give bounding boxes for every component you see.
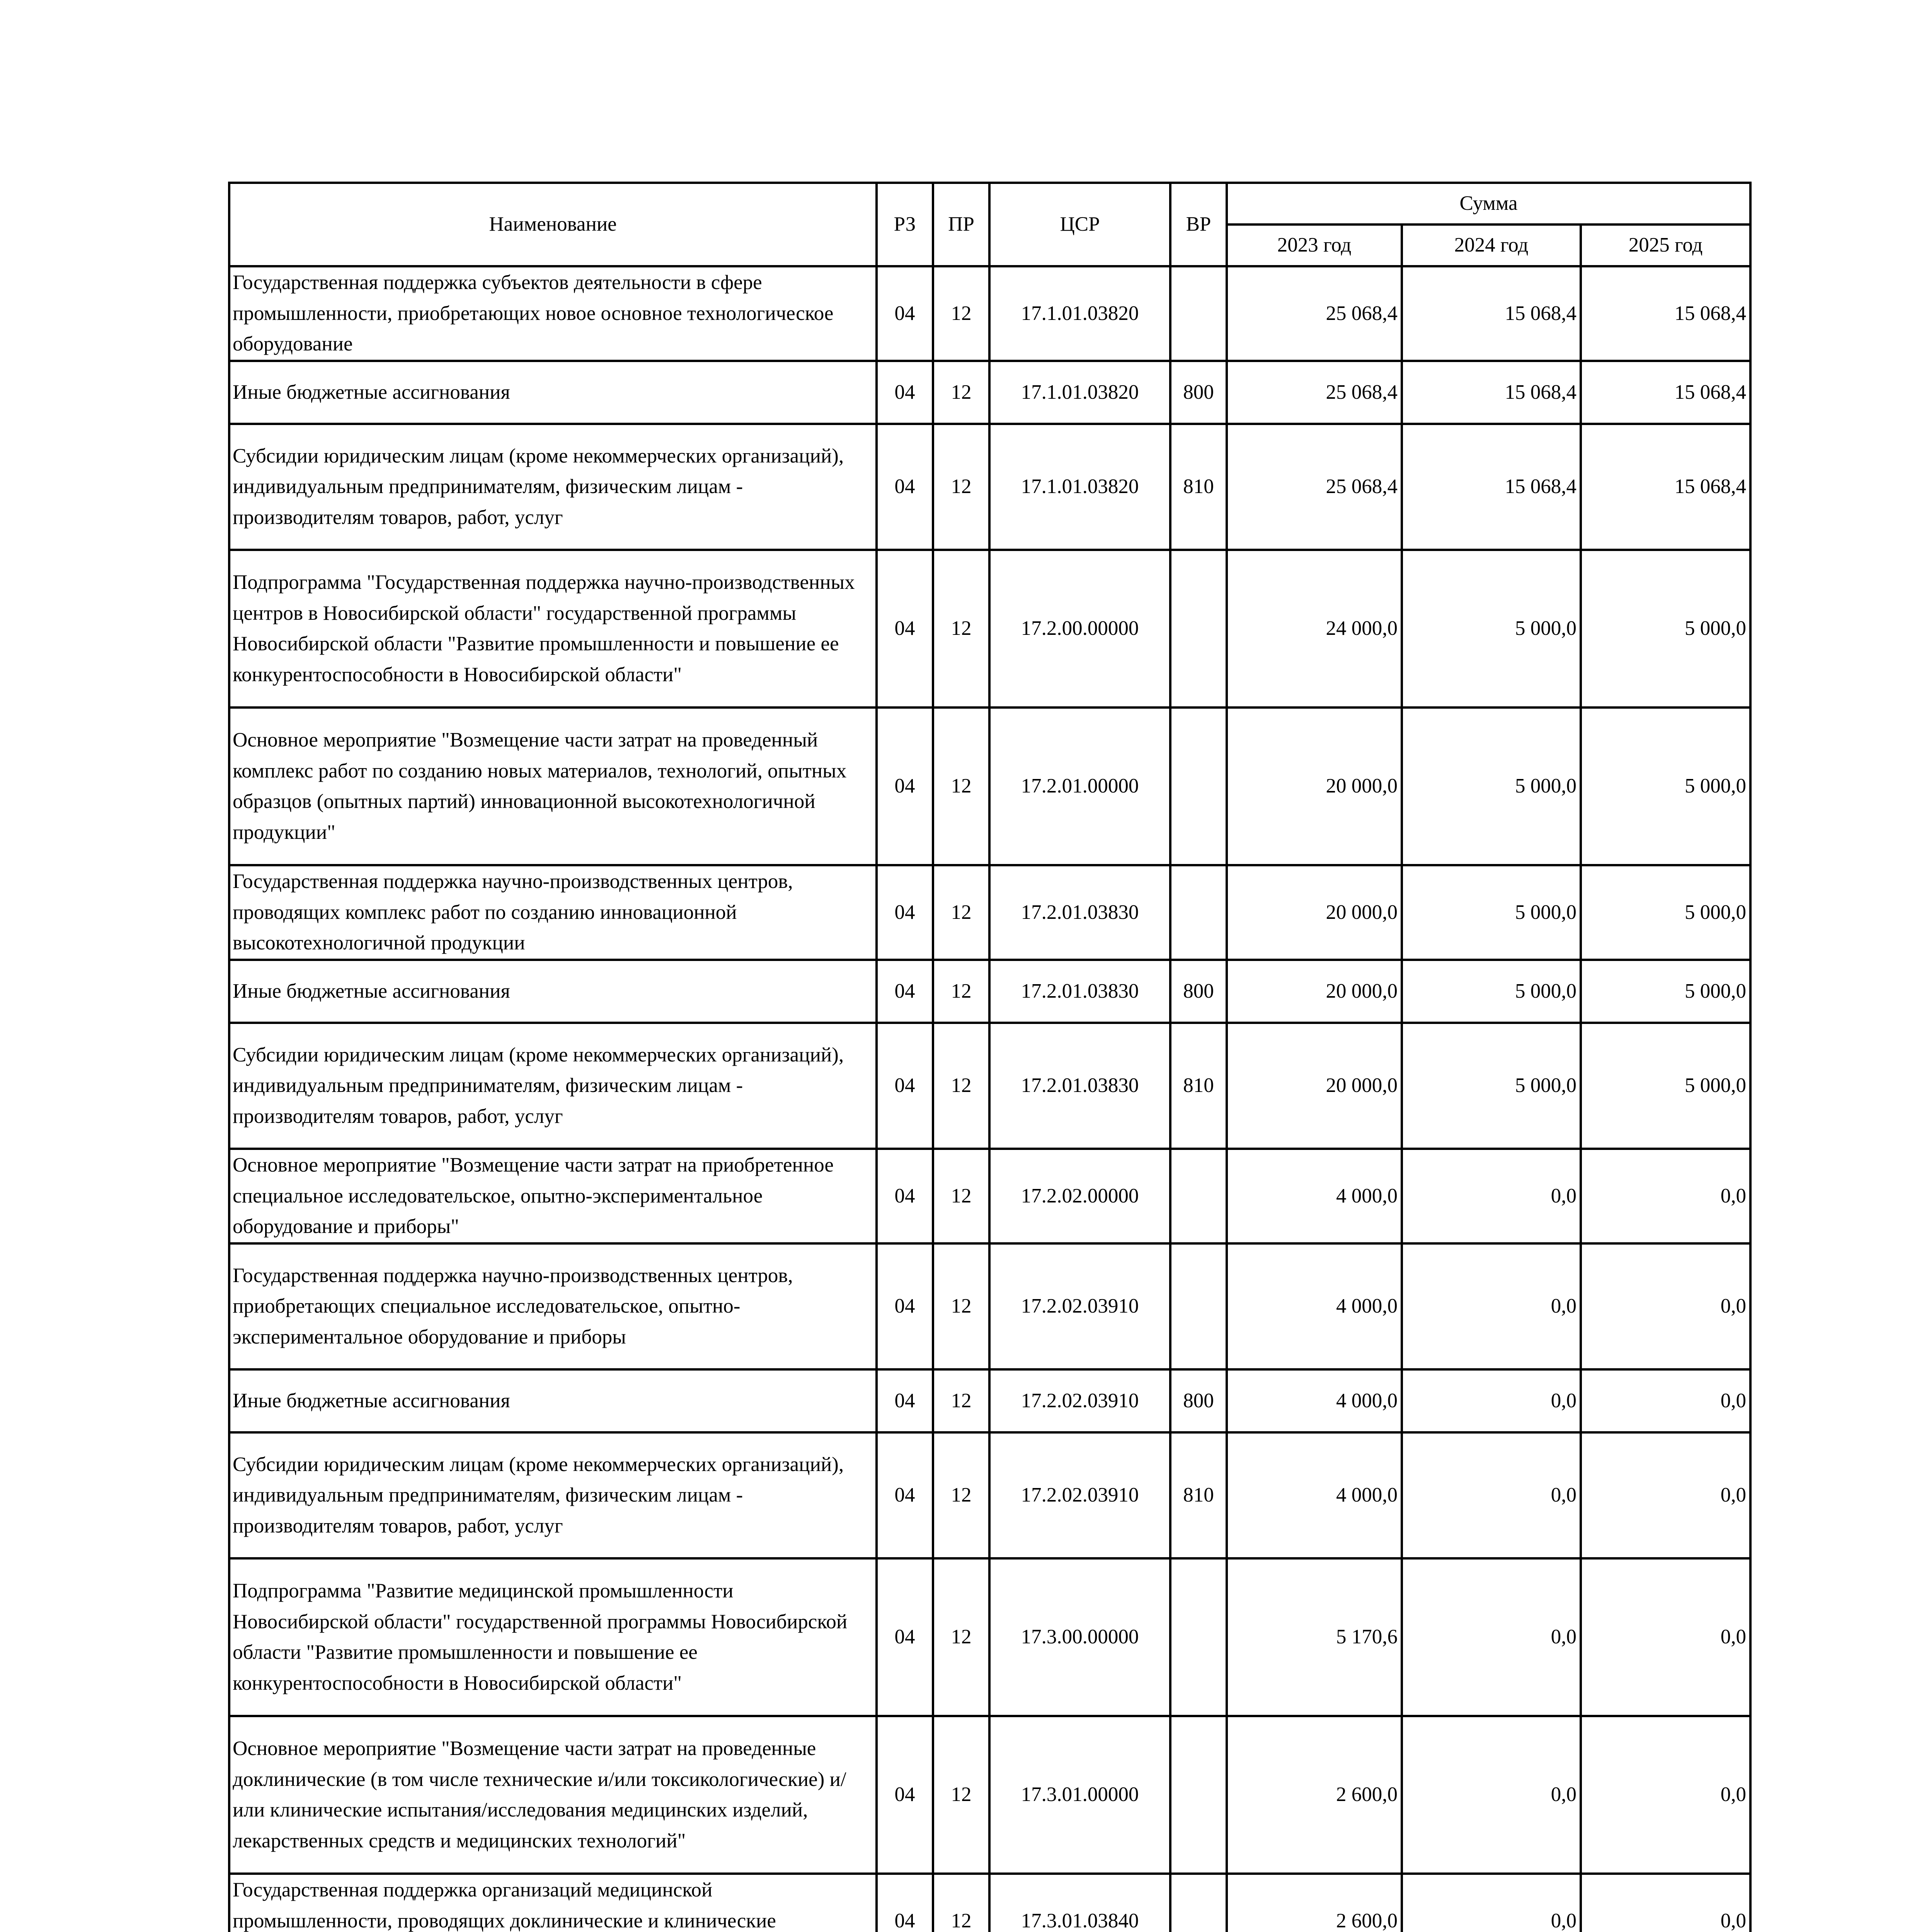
row-pr: 12 bbox=[933, 550, 989, 707]
header-year-2025: 2025 год bbox=[1581, 224, 1750, 266]
row-sum-2025: 5 000,0 bbox=[1581, 960, 1750, 1023]
row-rz: 04 bbox=[877, 424, 933, 550]
row-vr bbox=[1170, 1716, 1227, 1874]
row-sum-2025: 5 000,0 bbox=[1581, 1023, 1750, 1149]
row-pr: 12 bbox=[933, 1023, 989, 1149]
row-sum-2025: 15 068,4 bbox=[1581, 361, 1750, 424]
row-sum-2024: 5 000,0 bbox=[1402, 550, 1581, 707]
row-name: Иные бюджетные ассигнования bbox=[229, 1369, 877, 1432]
row-name: Основное мероприятие "Возмещение части затрат на проведенные доклинические (в том числе технические и/или токсикологические) и/или клинические испытания/исследования медицинских изделий, лекарственных средств и медицинских технологий" bbox=[229, 1716, 877, 1874]
header-year-2024: 2024 год bbox=[1402, 224, 1581, 266]
row-pr: 12 bbox=[933, 1432, 989, 1558]
row-vr bbox=[1170, 1874, 1227, 1932]
row-sum-2025: 15 068,4 bbox=[1581, 266, 1750, 361]
row-vr: 810 bbox=[1170, 1023, 1227, 1149]
row-csr: 17.3.00.00000 bbox=[989, 1558, 1170, 1716]
row-sum-2023: 2 600,0 bbox=[1227, 1716, 1402, 1874]
header-pr: ПР bbox=[933, 183, 989, 266]
header-sum: Сумма bbox=[1227, 183, 1750, 224]
row-name: Государственная поддержка субъектов деятельности в сфере промышленности, приобретающих новое основное технологическое оборудование bbox=[229, 266, 877, 361]
row-csr: 17.2.02.03910 bbox=[989, 1432, 1170, 1558]
row-csr: 17.2.02.00000 bbox=[989, 1149, 1170, 1243]
row-pr: 12 bbox=[933, 960, 989, 1023]
row-vr: 810 bbox=[1170, 424, 1227, 550]
row-rz: 04 bbox=[877, 266, 933, 361]
row-sum-2023: 20 000,0 bbox=[1227, 1023, 1402, 1149]
row-vr bbox=[1170, 1149, 1227, 1243]
row-sum-2025: 15 068,4 bbox=[1581, 424, 1750, 550]
row-csr: 17.1.01.03820 bbox=[989, 424, 1170, 550]
row-sum-2023: 4 000,0 bbox=[1227, 1432, 1402, 1558]
row-csr: 17.3.01.03840 bbox=[989, 1874, 1170, 1932]
row-name: Субсидии юридическим лицам (кроме некоммерческих организаций), индивидуальным предпринимателям, физическим лицам - производителям товаров, работ, услуг bbox=[229, 424, 877, 550]
header-vr: ВР bbox=[1170, 183, 1227, 266]
row-sum-2024: 0,0 bbox=[1402, 1149, 1581, 1243]
row-vr bbox=[1170, 1243, 1227, 1369]
table-row bbox=[229, 361, 1750, 424]
row-sum-2023: 25 068,4 bbox=[1227, 424, 1402, 550]
row-rz: 04 bbox=[877, 707, 933, 865]
row-pr: 12 bbox=[933, 1149, 989, 1243]
row-name: Государственная поддержка научно-производственных центров, проводящих комплекс работ по созданию инновационной высокотехнологичной продукции bbox=[229, 865, 877, 960]
row-name: Иные бюджетные ассигнования bbox=[229, 960, 877, 1023]
row-name: Подпрограмма "Развитие медицинской промышленности Новосибирской области" государственной программы Новосибирской области "Развитие промышленности и повышение ее конкурентоспособности в Новосибирской области" bbox=[229, 1558, 877, 1716]
row-sum-2024: 0,0 bbox=[1402, 1716, 1581, 1874]
table-body bbox=[229, 266, 1750, 1932]
row-vr bbox=[1170, 266, 1227, 361]
table-row bbox=[229, 1874, 1750, 1932]
table-row bbox=[229, 266, 1750, 361]
row-name: Государственная поддержка организаций медицинской промышленности, проводящих доклинические и клинические bbox=[229, 1874, 877, 1932]
row-sum-2023: 2 600,0 bbox=[1227, 1874, 1402, 1932]
row-rz: 04 bbox=[877, 865, 933, 960]
row-rz: 04 bbox=[877, 1432, 933, 1558]
budget-table bbox=[228, 182, 1752, 1932]
row-name: Основное мероприятие "Возмещение части затрат на приобретенное специальное исследовательское, опытно-экспериментальное оборудование и приборы" bbox=[229, 1149, 877, 1243]
table-row bbox=[229, 1716, 1750, 1874]
row-rz: 04 bbox=[877, 1023, 933, 1149]
row-sum-2023: 4 000,0 bbox=[1227, 1369, 1402, 1432]
row-sum-2025: 0,0 bbox=[1581, 1149, 1750, 1243]
row-pr: 12 bbox=[933, 1716, 989, 1874]
row-sum-2024: 0,0 bbox=[1402, 1369, 1581, 1432]
row-csr: 17.1.01.03820 bbox=[989, 361, 1170, 424]
row-sum-2024: 5 000,0 bbox=[1402, 865, 1581, 960]
row-sum-2025: 5 000,0 bbox=[1581, 550, 1750, 707]
row-pr: 12 bbox=[933, 1874, 989, 1932]
table-row bbox=[229, 1558, 1750, 1716]
row-sum-2025: 0,0 bbox=[1581, 1369, 1750, 1432]
row-pr: 12 bbox=[933, 707, 989, 865]
row-name: Основное мероприятие "Возмещение части затрат на проведенный комплекс работ по созданию новых материалов, технологий, опытных образцов (опытных партий) инновационной высокотехнологичной продукции" bbox=[229, 707, 877, 865]
row-sum-2024: 15 068,4 bbox=[1402, 266, 1581, 361]
row-pr: 12 bbox=[933, 865, 989, 960]
row-sum-2023: 4 000,0 bbox=[1227, 1243, 1402, 1369]
row-rz: 04 bbox=[877, 1369, 933, 1432]
table-row bbox=[229, 1432, 1750, 1558]
row-vr bbox=[1170, 865, 1227, 960]
row-rz: 04 bbox=[877, 1716, 933, 1874]
row-sum-2023: 4 000,0 bbox=[1227, 1149, 1402, 1243]
header-csr: ЦСР bbox=[989, 183, 1170, 266]
row-rz: 04 bbox=[877, 1874, 933, 1932]
row-name: Субсидии юридическим лицам (кроме некоммерческих организаций), индивидуальным предпринимателям, физическим лицам - производителям товаров, работ, услуг bbox=[229, 1023, 877, 1149]
row-rz: 04 bbox=[877, 361, 933, 424]
row-pr: 12 bbox=[933, 266, 989, 361]
row-sum-2024: 0,0 bbox=[1402, 1432, 1581, 1558]
row-rz: 04 bbox=[877, 1243, 933, 1369]
row-rz: 04 bbox=[877, 1558, 933, 1716]
row-sum-2023: 5 170,6 bbox=[1227, 1558, 1402, 1716]
row-sum-2024: 15 068,4 bbox=[1402, 361, 1581, 424]
row-sum-2023: 20 000,0 bbox=[1227, 960, 1402, 1023]
row-sum-2025: 0,0 bbox=[1581, 1558, 1750, 1716]
row-sum-2025: 0,0 bbox=[1581, 1432, 1750, 1558]
row-sum-2025: 5 000,0 bbox=[1581, 865, 1750, 960]
row-vr: 810 bbox=[1170, 1432, 1227, 1558]
row-sum-2024: 0,0 bbox=[1402, 1243, 1581, 1369]
row-name: Подпрограмма "Государственная поддержка научно-производственных центров в Новосибирской области" государственной программы Новосибирской области "Развитие промышленности и повышение ее конкурентоспособности в Новосибирской области" bbox=[229, 550, 877, 707]
table-row bbox=[229, 960, 1750, 1023]
row-name: Субсидии юридическим лицам (кроме некоммерческих организаций), индивидуальным предпринимателям, физическим лицам - производителям товаров, работ, услуг bbox=[229, 1432, 877, 1558]
row-sum-2023: 20 000,0 bbox=[1227, 865, 1402, 960]
row-vr: 800 bbox=[1170, 1369, 1227, 1432]
row-csr: 17.2.01.00000 bbox=[989, 707, 1170, 865]
table-row bbox=[229, 707, 1750, 865]
row-csr: 17.2.02.03910 bbox=[989, 1243, 1170, 1369]
row-sum-2024: 5 000,0 bbox=[1402, 707, 1581, 865]
row-name: Государственная поддержка научно-производственных центров, приобретающих специальное исследовательское, опытно-экспериментальное оборудование и приборы bbox=[229, 1243, 877, 1369]
row-name: Иные бюджетные ассигнования bbox=[229, 361, 877, 424]
row-pr: 12 bbox=[933, 1558, 989, 1716]
table-row bbox=[229, 1149, 1750, 1243]
header-name: Наименование bbox=[229, 183, 877, 266]
table-row bbox=[229, 1243, 1750, 1369]
table-row bbox=[229, 424, 1750, 550]
row-sum-2023: 25 068,4 bbox=[1227, 266, 1402, 361]
row-sum-2024: 5 000,0 bbox=[1402, 960, 1581, 1023]
row-csr: 17.3.01.00000 bbox=[989, 1716, 1170, 1874]
row-pr: 12 bbox=[933, 361, 989, 424]
row-sum-2023: 25 068,4 bbox=[1227, 361, 1402, 424]
row-sum-2025: 5 000,0 bbox=[1581, 707, 1750, 865]
row-sum-2024: 5 000,0 bbox=[1402, 1023, 1581, 1149]
row-csr: 17.2.01.03830 bbox=[989, 960, 1170, 1023]
row-csr: 17.2.01.03830 bbox=[989, 865, 1170, 960]
row-sum-2023: 20 000,0 bbox=[1227, 707, 1402, 865]
table-row bbox=[229, 550, 1750, 707]
row-sum-2024: 0,0 bbox=[1402, 1874, 1581, 1932]
row-vr: 800 bbox=[1170, 960, 1227, 1023]
row-csr: 17.1.01.03820 bbox=[989, 266, 1170, 361]
row-vr: 800 bbox=[1170, 361, 1227, 424]
table-row bbox=[229, 1023, 1750, 1149]
row-sum-2023: 24 000,0 bbox=[1227, 550, 1402, 707]
row-rz: 04 bbox=[877, 550, 933, 707]
row-csr: 17.2.00.00000 bbox=[989, 550, 1170, 707]
budget-table-wrapper bbox=[228, 182, 1749, 1932]
row-rz: 04 bbox=[877, 960, 933, 1023]
row-sum-2024: 0,0 bbox=[1402, 1558, 1581, 1716]
row-pr: 12 bbox=[933, 1243, 989, 1369]
row-pr: 12 bbox=[933, 424, 989, 550]
row-sum-2025: 0,0 bbox=[1581, 1874, 1750, 1932]
header-rz: РЗ bbox=[877, 183, 933, 266]
table-row bbox=[229, 1369, 1750, 1432]
row-rz: 04 bbox=[877, 1149, 933, 1243]
row-pr: 12 bbox=[933, 1369, 989, 1432]
table-row bbox=[229, 865, 1750, 960]
row-sum-2025: 0,0 bbox=[1581, 1243, 1750, 1369]
row-vr bbox=[1170, 1558, 1227, 1716]
row-csr: 17.2.02.03910 bbox=[989, 1369, 1170, 1432]
row-csr: 17.2.01.03830 bbox=[989, 1023, 1170, 1149]
row-vr bbox=[1170, 550, 1227, 707]
row-sum-2025: 0,0 bbox=[1581, 1716, 1750, 1874]
header-year-2023: 2023 год bbox=[1227, 224, 1402, 266]
row-sum-2024: 15 068,4 bbox=[1402, 424, 1581, 550]
row-vr bbox=[1170, 707, 1227, 865]
